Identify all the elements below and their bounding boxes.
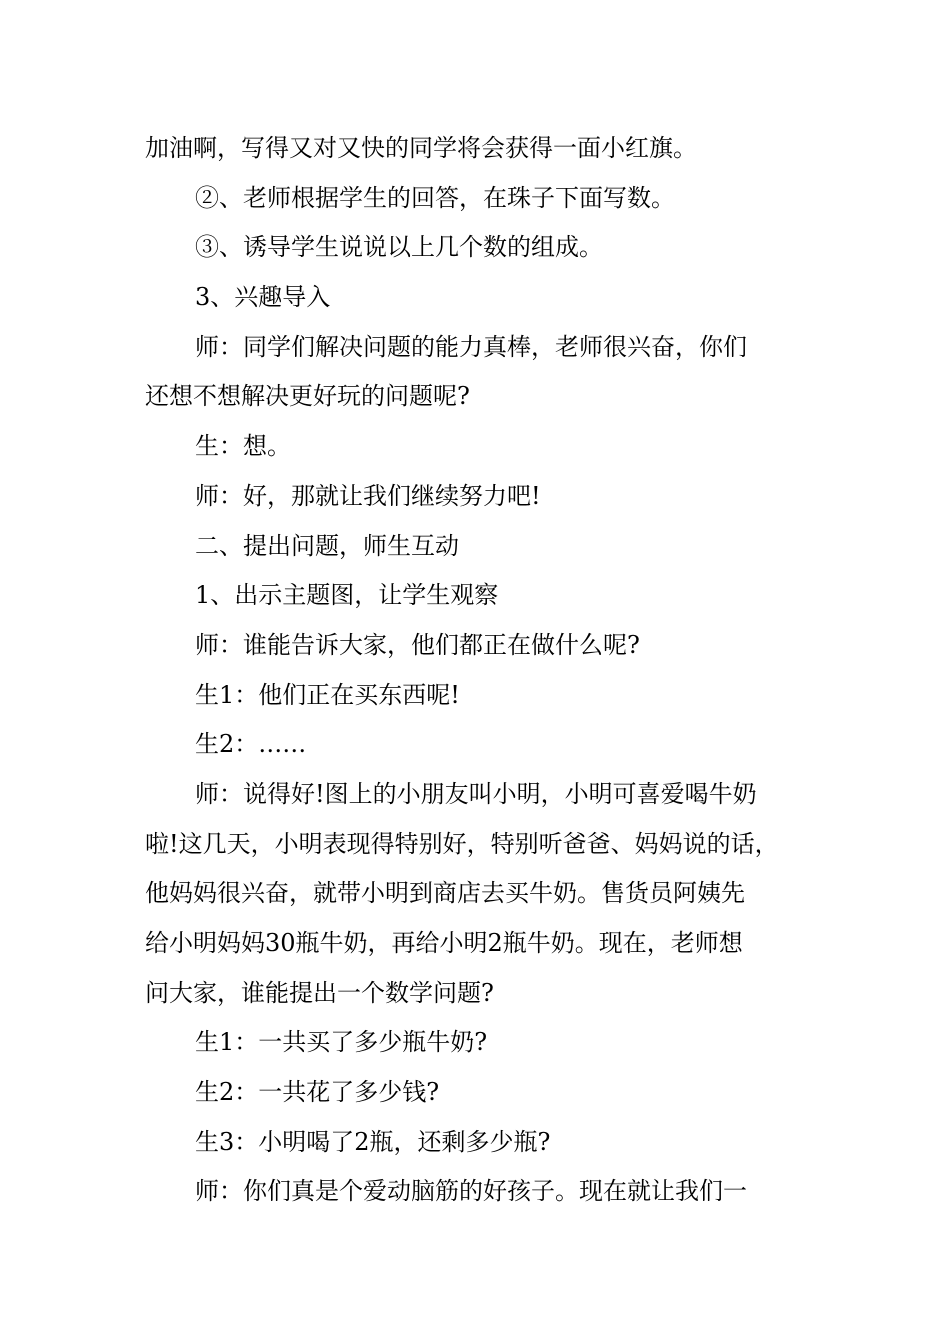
text-line-continuation: 给小明妈妈30瓶牛奶，再给小明2瓶牛奶。现在，老师想 — [145, 929, 743, 957]
text-line-teacher: 师：你们真是个爱动脑筋的好孩子。现在就让我们一 — [195, 1177, 747, 1206]
section-heading-questions: 二、提出问题，师生互动 — [195, 531, 459, 560]
text-line-student-2: 生2：…… — [195, 730, 307, 759]
text-line-teacher: 师：说得好!图上的小朋友叫小明，小明可喜爱喝牛奶 — [195, 779, 757, 808]
text-line-step-3: ③、诱导学生说说以上几个数的组成。 — [195, 233, 603, 262]
text-line-continuation: 还想不想解决更好玩的问题呢? — [145, 382, 470, 411]
text-line-continuation: 问大家，谁能提出一个数学问题? — [145, 978, 494, 1007]
text-line-teacher: 师：谁能告诉大家，他们都正在做什么呢? — [195, 630, 640, 659]
text-line-continuation: 加油啊，写得又对又快的同学将会获得一面小红旗。 — [145, 134, 697, 162]
text-line-student-2: 生2：一共花了多少钱? — [195, 1078, 440, 1107]
document-body — [145, 124, 810, 1217]
text-line-student-1: 生1：一共买了多少瓶牛奶? — [195, 1028, 488, 1057]
text-line-continuation: 他妈妈很兴奋，就带小明到商店去买牛奶。售货员阿姨先 — [145, 879, 745, 908]
text-line-student: 生：想。 — [195, 432, 291, 461]
text-line-step-2: ②、老师根据学生的回答，在珠子下面写数。 — [195, 183, 675, 212]
text-line-teacher: 师：好，那就让我们继续努力吧! — [195, 481, 541, 510]
text-line-continuation: 啦!这几天，小明表现得特别好，特别听爸爸、妈妈说的话， — [145, 829, 779, 858]
section-heading-observe: 1、出示主题图，让学生观察 — [195, 581, 499, 610]
section-heading-interest-intro: 3、兴趣导入 — [195, 283, 331, 312]
text-line-student-3: 生3：小明喝了2瓶，还剩多少瓶? — [195, 1127, 551, 1156]
text-line-student-1: 生1：他们正在买东西呢! — [195, 680, 460, 709]
text-line-teacher: 师：同学们解决问题的能力真棒，老师很兴奋，你们 — [195, 332, 747, 361]
